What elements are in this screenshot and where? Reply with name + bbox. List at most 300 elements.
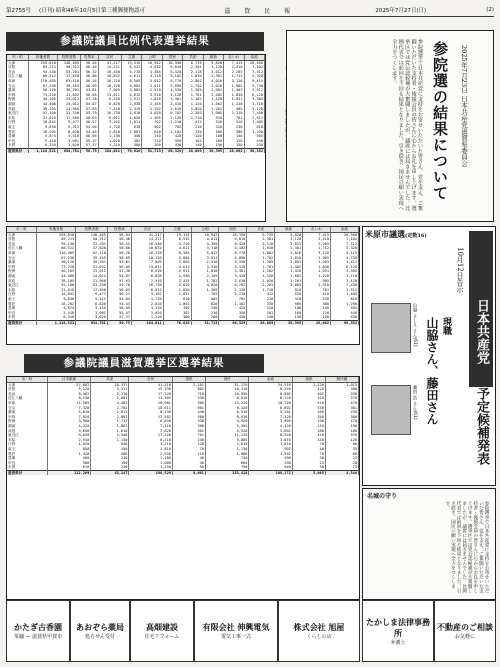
table-cell: 5,810: [163, 283, 191, 288]
table-cell: 10,120: [98, 84, 121, 89]
table-cell: 5,874: [36, 306, 75, 311]
table-cell: 3,410: [162, 102, 182, 107]
table-cell: 9,830: [29, 125, 58, 130]
table-cell: 92,160: [36, 283, 75, 288]
table-cell: 16,202: [29, 130, 58, 135]
table-cell: 350: [219, 311, 247, 316]
table-cell: 8,402: [47, 392, 90, 397]
table-cell: 2,402: [275, 265, 303, 270]
table-cell: 5,004: [121, 84, 141, 89]
table-cell: 7,320: [47, 406, 90, 411]
table-cell: 910: [275, 288, 303, 293]
table-cell: 8,770: [162, 79, 182, 84]
table-cell: 3,301: [219, 269, 247, 274]
table-cell: 6,802: [249, 406, 292, 411]
table-cell: 3,410: [219, 274, 247, 279]
table-cell: 2,801: [91, 415, 129, 420]
table-cell: 5,320: [244, 74, 265, 79]
advertisement: [278, 600, 360, 662]
table-cell: 5,012: [191, 251, 219, 256]
table-cell: 2,118: [247, 242, 275, 247]
table-cell: 3,005: [203, 111, 223, 116]
total-cell: 1,118,521: [36, 320, 75, 325]
table-cell: 1,702: [191, 279, 219, 284]
table-cell: 2,920: [129, 452, 172, 457]
table-header-cell: 有権者数: [29, 55, 58, 60]
table-cell: 湖南: [7, 274, 36, 279]
total-cell: 38,395: [275, 320, 303, 325]
table-cell: 810: [244, 125, 265, 130]
table-cell: 3,120: [331, 279, 359, 284]
table-cell: 草津: [7, 251, 36, 256]
ad-subtitle: お気軽に: [454, 634, 475, 640]
table-cell: 230: [325, 410, 358, 415]
table-header-cell: 立憲: [121, 55, 141, 60]
table-cell: 55.47: [81, 139, 99, 144]
table-cell: 2,101: [172, 382, 205, 387]
table-cell: 150: [224, 143, 244, 148]
table-cell: 4,920: [205, 419, 248, 424]
district-table: [6, 376, 360, 600]
table-cell: 410: [303, 292, 331, 297]
table-cell: 89,213: [36, 237, 75, 242]
table-cell: 3,980: [47, 419, 90, 424]
table-cell: 竜王: [7, 125, 29, 130]
table-cell: 竜王: [7, 447, 47, 452]
table-cell: 140: [183, 143, 203, 148]
table-cell: 1,712: [224, 74, 244, 79]
table-cell: 23,012: [57, 97, 80, 102]
table-header-cell: 立憲: [163, 227, 191, 232]
table-cell: 長浜: [7, 242, 36, 247]
table-cell: 日野: [7, 292, 36, 297]
table-cell: 豊郷: [7, 134, 29, 139]
total-cell: 86,329: [219, 320, 247, 325]
table-cell: 5,120: [219, 265, 247, 270]
table-cell: 9,830: [36, 297, 75, 302]
table-cell: 41,217: [98, 60, 121, 65]
table-cell: 14,221: [98, 65, 121, 70]
ad-subtitle: 住宅リフォーム: [144, 634, 180, 640]
table-cell: 13,011: [131, 265, 163, 270]
table-cell: 120: [183, 134, 203, 139]
table-cell: 330: [172, 419, 205, 424]
table-header-cell: 参政: [331, 227, 359, 232]
table-cell: 260: [142, 143, 162, 148]
table-cell: 1,250: [129, 465, 172, 470]
ad-name: あおぞら薬局: [76, 623, 124, 632]
table-cell: 4,016: [275, 251, 303, 256]
table-cell: 2,512: [244, 116, 265, 121]
table-cell: 140: [247, 315, 275, 320]
total-cell: 28,682: [303, 320, 331, 325]
table-cell: 412: [247, 292, 275, 297]
table-cell: 2,010: [205, 442, 248, 447]
table-cell: 560: [172, 415, 205, 420]
table-cell: 6,702: [219, 283, 247, 288]
table-cell: 8,010: [205, 396, 248, 401]
table-cell: 54.44: [107, 302, 131, 307]
table-cell: 56,120: [36, 260, 75, 265]
table-cell: 701: [224, 116, 244, 121]
table-cell: 210: [183, 125, 203, 130]
table-cell: 62,118: [76, 251, 108, 256]
table-cell: 10,611: [129, 406, 172, 411]
total-cell: 98,352: [331, 320, 359, 325]
table-cell: 1,720: [98, 125, 121, 130]
table-cell: 430: [162, 143, 182, 148]
table-cell: 16,210: [131, 251, 163, 256]
table-cell: 6,830: [129, 419, 172, 424]
notice-body: 参院選挙で日本共産党に支持をお寄せいただいた皆さん、党を支え、ご奮闘いただいた支持者・後援会員の皆さんに心からお礼を申し上げます。選挙区では党公認候補が大奮闘しましたが、議席には届きませんでした。比例代表では前回を下回る結果となりました。引き続き、国民の願い実現へ全力をつくします。: [444, 501, 489, 593]
table-cell: 902: [249, 447, 292, 452]
table-cell: 350: [91, 447, 129, 452]
total-cell: 38,395: [203, 148, 223, 153]
table-cell: 3,510: [142, 93, 162, 98]
table-cell: 甲賀: [7, 415, 47, 420]
advertisement: [6, 600, 70, 662]
table-cell: 140: [292, 438, 325, 443]
candidates-headline: 予定候補発表: [469, 387, 493, 465]
table-cell: 2,105: [191, 274, 219, 279]
table-cell: 8,305: [163, 251, 191, 256]
table-cell: 愛荘: [7, 302, 36, 307]
table-cell: 2,702: [91, 406, 129, 411]
table-cell: 8,820: [57, 130, 80, 135]
table-cell: 40,105: [29, 97, 58, 102]
table-header-cell: 自民: [129, 377, 172, 382]
ad-subtitle: 弁護士: [390, 639, 406, 646]
table-cell: 1,130: [91, 438, 129, 443]
table-cell: 40,105: [36, 269, 75, 274]
table-cell: 160: [275, 311, 303, 316]
table-cell: 3,012: [275, 242, 303, 247]
total-cell: 634,781: [76, 320, 108, 325]
table-cell: 4,012: [142, 65, 162, 70]
table-cell: 300: [325, 415, 358, 420]
table-cell: 16,842: [36, 292, 75, 297]
table-cell: 野洲: [7, 419, 47, 424]
table-cell: 7,110: [129, 424, 172, 429]
table-header-cell: 市・町: [7, 227, 36, 232]
table-cell: 4,611: [121, 74, 141, 79]
table-cell: 11,505: [47, 401, 90, 406]
table-cell: 24,012: [76, 274, 108, 279]
table-cell: 260: [292, 410, 325, 415]
ad-name: かたぎ古香園: [14, 623, 62, 632]
table-cell: 70: [292, 442, 325, 447]
table-cell: 3,805: [205, 438, 248, 443]
table-cell: 大津: [7, 382, 47, 387]
table-cell: 110,405: [36, 251, 75, 256]
table-cell: 23,012: [76, 269, 108, 274]
table-cell: 9,477: [76, 292, 108, 297]
table-cell: 1,020: [131, 311, 163, 316]
table-cell: 6,520: [131, 269, 163, 274]
table-cell: 2,415: [121, 107, 141, 112]
table-cell: 1,210: [131, 315, 163, 320]
table-cell: 402: [191, 297, 219, 302]
table-cell: 56.27: [81, 120, 99, 125]
table-cell: 草津: [7, 79, 29, 84]
table-cell: 1,810: [191, 269, 219, 274]
total-row: [7, 470, 359, 475]
table-cell: 230: [91, 465, 129, 470]
table-cell: 2,301: [183, 65, 203, 70]
party-name-text: 日本共産党: [474, 298, 489, 364]
table-cell: 905: [224, 107, 244, 112]
table-cell: 50,312: [76, 237, 108, 242]
candidate-photo-2: [371, 385, 411, 435]
ad-subtitle: 処方せん受付: [84, 634, 115, 640]
table-cell: 5,730: [331, 256, 359, 261]
table-cell: 5,201: [249, 410, 292, 415]
table-cell: 米原: [7, 288, 36, 293]
table-cell: 2,930: [163, 274, 191, 279]
table-cell: 31,010: [36, 288, 75, 293]
table-cell: 1,210: [219, 292, 247, 297]
table-cell: 近江八幡: [7, 246, 36, 251]
table-cell: 6,120: [249, 396, 292, 401]
table-cell: 1,102: [183, 97, 203, 102]
table-cell: 25: [325, 456, 358, 461]
table-cell: 2,510: [191, 260, 219, 265]
table-cell: 110,405: [29, 79, 58, 84]
table-cell: 540: [172, 396, 205, 401]
table-cell: 19,315: [121, 60, 141, 65]
table-cell: 1,710: [247, 288, 275, 293]
table-cell: 420: [219, 306, 247, 311]
table-cell: 3,118: [191, 246, 219, 251]
table-cell: 56.26: [107, 251, 131, 256]
paper-name: 滋 賀 民 報: [224, 7, 297, 15]
table-cell: 190: [203, 143, 223, 148]
table-cell: 402: [142, 125, 162, 130]
table-cell: 東近江: [7, 111, 29, 116]
table-cell: 170: [325, 419, 358, 424]
table-cell: 1,305: [142, 116, 162, 121]
ad-name: 不動産のご相談: [437, 623, 493, 632]
table-cell: 4,612: [121, 93, 141, 98]
table-cell: 多賀: [7, 465, 47, 470]
table-cell: 1,011: [163, 292, 191, 297]
table-cell: 2,120: [219, 288, 247, 293]
table-header-cell: 国民: [219, 227, 247, 232]
table-cell: 1,120: [247, 274, 275, 279]
table-cell: 510: [292, 401, 325, 406]
table-cell: 31,010: [29, 116, 58, 121]
table-cell: 1,060: [129, 461, 172, 466]
table-cell: 1,220: [224, 102, 244, 107]
table-cell: 2,415: [163, 279, 191, 284]
table-cell: 20,560: [244, 60, 265, 65]
table-cell: 1,830: [303, 265, 331, 270]
table-cell: 530: [331, 315, 359, 320]
ad-name: 高畑建設: [145, 623, 178, 632]
table-cell: 1,610: [249, 442, 292, 447]
table-cell: 1,630: [183, 74, 203, 79]
total-cell: 滋賀県計: [7, 320, 36, 325]
table-cell: 6,735: [247, 232, 275, 237]
table-cell: 370: [325, 433, 358, 438]
table-cell: 101: [183, 139, 203, 144]
page-header: [6, 4, 494, 17]
table-header-cell: 投票者数: [76, 227, 108, 232]
table-cell: 350: [162, 139, 182, 144]
table-cell: 701: [172, 433, 205, 438]
table-cell: 1,702: [183, 84, 203, 89]
total-cell: 86,329: [162, 148, 182, 153]
table-cell: 2,610: [203, 84, 223, 89]
table-cell: 3,120: [203, 65, 223, 70]
ad-name: たかしま法律事務所: [366, 617, 430, 638]
total-cell: 滋賀県計: [7, 470, 47, 475]
table-cell: 160: [203, 139, 223, 144]
table-cell: 55.47: [107, 311, 131, 316]
notice-column: [362, 488, 496, 600]
table-cell: 3,012: [203, 70, 223, 75]
table-cell: 1,180: [129, 456, 172, 461]
table-cell: 57.37: [81, 143, 99, 148]
table-cell: 440: [172, 410, 205, 415]
table-cell: 6,420: [219, 242, 247, 247]
table-cell: 1,201: [203, 107, 223, 112]
table-cell: 56.86: [107, 246, 131, 251]
table-cell: 19,315: [163, 232, 191, 237]
table-cell: 380: [325, 387, 358, 392]
table-cell: 5,710: [121, 70, 141, 75]
table-cell: 2,810: [98, 130, 121, 135]
table-cell: 710: [172, 392, 205, 397]
table-cell: 1,820: [121, 116, 141, 121]
table-cell: 39,455: [76, 256, 108, 261]
table-cell: 4,020: [191, 283, 219, 288]
table-cell: 2,512: [331, 288, 359, 293]
table-cell: 2,205: [224, 70, 244, 75]
table-cell: 37,820: [57, 74, 80, 79]
table-cell: 2,310: [224, 111, 244, 116]
table-cell: 1,102: [219, 302, 247, 307]
table-cell: 2,001: [275, 260, 303, 265]
table-cell: 41,210: [129, 382, 172, 387]
table-cell: 110: [172, 452, 205, 457]
table-cell: 3,102: [131, 292, 163, 297]
table-cell: 4,402: [91, 401, 129, 406]
table-cell: 350: [163, 306, 191, 311]
table-header-cell: 共産: [91, 377, 129, 382]
table-cell: 1,130: [131, 306, 163, 311]
table-cell: 530: [244, 143, 265, 148]
table-header-cell: 市・町: [7, 377, 47, 382]
table-cell: 10,832: [131, 246, 163, 251]
table-cell: 2,610: [219, 279, 247, 284]
table-cell: 豊郷: [7, 456, 47, 461]
table-cell: 1,015: [325, 382, 358, 387]
table-cell: 40: [292, 447, 325, 452]
table-header-cell: 公明: [191, 227, 219, 232]
table-cell: 1,020: [247, 279, 275, 284]
table-cell: 73,210: [36, 265, 75, 270]
table-cell: 2,402: [203, 93, 223, 98]
table-cell: 4,016: [203, 79, 223, 84]
table-cell: 790: [205, 465, 248, 470]
table-cell: 5,012: [142, 79, 162, 84]
table-cell: 620: [142, 130, 162, 135]
table-cell: 3,540: [91, 433, 129, 438]
table-cell: 180: [203, 134, 223, 139]
table-cell: 大津: [7, 232, 36, 237]
table-cell: 2,802: [247, 251, 275, 256]
table-cell: 1,290: [244, 130, 265, 135]
table-cell: 3,011: [191, 256, 219, 261]
table-cell: 長浜: [7, 392, 47, 397]
table-cell: 140: [303, 306, 331, 311]
table-cell: 94,130: [29, 70, 58, 75]
table-cell: 3,510: [191, 265, 219, 270]
table-cell: 1,120: [183, 102, 203, 107]
table-cell: 5,312: [76, 297, 108, 302]
table-cell: 3,102: [98, 120, 121, 125]
table-cell: 58.04: [107, 232, 131, 237]
table-cell: 2,610: [275, 256, 303, 261]
table-cell: 51,330: [76, 283, 108, 288]
table-cell: 41,032: [76, 265, 108, 270]
candidate-photo-1: [371, 303, 411, 353]
table-cell: 270: [325, 396, 358, 401]
table-cell: 10,720: [249, 401, 292, 406]
total-cell: 43,147: [91, 470, 129, 475]
table-cell: 1,520: [47, 442, 90, 447]
table-cell: 2,301: [203, 74, 223, 79]
table-cell: 9,820: [275, 232, 303, 237]
table-cell: 2,802: [183, 79, 203, 84]
table-cell: 54.44: [81, 130, 99, 135]
table-cell: 草津: [7, 401, 47, 406]
table-cell: 51,330: [57, 111, 80, 116]
table-header-cell: 公明: [142, 55, 162, 60]
table-cell: 260: [191, 315, 219, 320]
table-cell: 甲良: [7, 139, 29, 144]
proportional-banner: 参議院議員比例代表選挙結果: [6, 32, 264, 51]
table-header-cell: れいわ: [224, 55, 244, 60]
table-cell: 30,201: [57, 88, 80, 93]
table-cell: 62,118: [57, 79, 80, 84]
table-cell: 41,032: [57, 93, 80, 98]
table-cell: 38,105: [36, 279, 75, 284]
table-cell: 1,710: [183, 116, 203, 121]
table-cell: 4,612: [163, 265, 191, 270]
table-cell: 1,031: [224, 97, 244, 102]
table-cell: 58.05: [107, 306, 131, 311]
table-cell: 601: [172, 406, 205, 411]
table-cell: 7,102: [331, 237, 359, 242]
table-cell: 1,420: [275, 269, 303, 274]
total-cell: 112,269: [47, 470, 90, 475]
table-cell: 210: [191, 311, 219, 316]
table-cell: 湖南: [7, 102, 29, 107]
total-cell: 108,172: [249, 470, 292, 475]
table-cell: 55.70: [81, 111, 99, 116]
table-cell: 2,930: [121, 102, 141, 107]
total-row: [7, 320, 359, 325]
table-cell: 彦根: [7, 237, 36, 242]
table-cell: 4,320: [249, 424, 292, 429]
table-cell: 520: [203, 120, 223, 125]
table-cell: 1,420: [203, 97, 223, 102]
editorial-title: 参院選の結果について: [431, 41, 449, 201]
proportional-table: [6, 54, 266, 222]
table-cell: 豊郷: [7, 306, 36, 311]
